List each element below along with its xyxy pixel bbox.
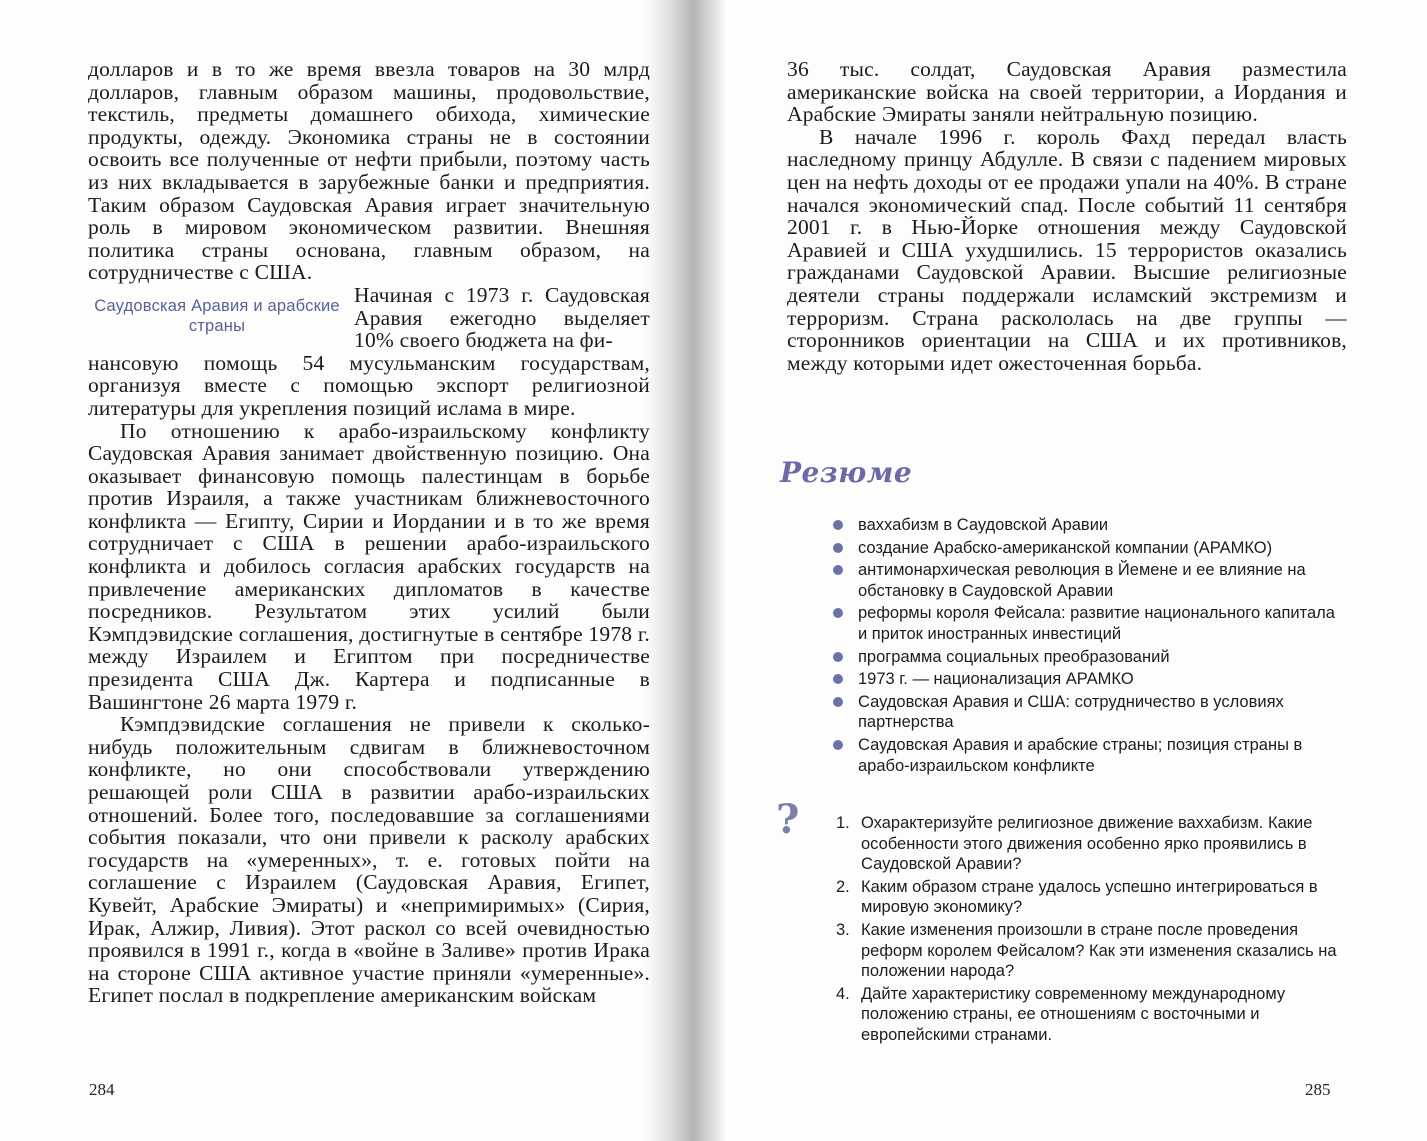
bullet-icon	[833, 674, 843, 684]
sidehead: Саудовская Аравия и арабские страны	[94, 296, 340, 335]
bullet-icon	[833, 740, 843, 750]
resume-item-text: антимонархическая революция в Йемене и ее влияние на обстановку в Саудовской Аравии	[858, 561, 1306, 600]
question-item	[836, 813, 1341, 875]
paragraph: По отношению к арабо-израильскому конфликту Саудовская Аравия занимает двойственную позицию. Она оказывает финансовую помощь палестинцам в борьбе против Израиля, а также участникам ближневосточного конфликта — Египту, Сирии и Иордании и в то же время сотрудничает с США в решении арабо-израильского конфликта и добилось согласия арабских государств на привлечение американских дипломатов в качестве посредников. Результатом этих усилий были Кэмпдэвидские соглашения, достигнутые в сентябре 1978 г. между Израилем и Египтом при посредничестве президента США Дж. Картера и подписанные в Вашингтоне 26 марта 1979 г.	[88, 418, 650, 714]
paragraph: Кэмпдэвидские соглашения не привели к сколько-нибудь положительным сдвигам в ближневосточном конфликте, но они способствовали утверждению решающей роли США в развитии арабо-израильских отношений. Более того, последовавшие за соглашениями события показали, что они привели к расколу арабских государств на «умеренных», т. е. готовых пойти на соглашение с Израилем (Саудовская Аравия, Египет, Кувейт, Арабские Эмираты) и «непримиримых» (Сирия, Ирак, Алжир, Ливия). Этот раскол со всей очевидностью проявился в 1991 г., когда в «войне в Заливе» против Ирака на стороне США активное участие приняли «умеренные». Египет послал в подкрепление американским войскам	[88, 712, 650, 1008]
sidehead-paragraph: Начиная с 1973 г. Саудовская Аравия ежегодно выделяет 10% своего бюджета на фи-	[354, 282, 650, 353]
question-text: Какие изменения произошли в стране после проведения реформ королем Фейсалом? Как эти изменения сказались на положении народа?	[861, 920, 1337, 981]
bullet-icon	[833, 543, 843, 553]
resume-item	[833, 603, 1343, 644]
question-item	[836, 984, 1341, 1046]
paragraph: В начале 1996 г. король Фахд передал власть наследному принцу Абдулле. В связи с падением мировых цен на нефть доходы от ее продажи упали на 40%. В стране начался экономический спад. После событий 11 сентября 2001 г. в Нью-Йорке отношения между Саудовской Аравией и США ухудшились. 15 террористов оказались гражданами Саудовской Аравии. Высшие религиозные деятели страны поддержали исламский экстремизм и терроризм. Страна раскололась на две группы — сторонников ориентации на США и их противников, между которыми идет ожесточенная борьба.	[787, 124, 1347, 375]
resume-item	[833, 692, 1343, 733]
resume-item-text: Саудовская Аравия и арабские страны; позиция страны в арабо-израильском конфликте	[858, 735, 1303, 775]
resume-item	[833, 538, 1343, 559]
resume-list	[833, 515, 1343, 778]
paragraph: долларов и в то же время ввезла товаров на 30 млрд долларов, главным образом машины, продовольствие, текстиль, предметы домашнего обихода, химические продукты, одежду. Экономика страны не в состоянии освоить все полученные от нефти прибыли, поэтому часть из них вкладывается в зарубежные банки и предприятия. Таким образом Саудовская Аравия играет значительную роль в мировом экономическом развитии. Внешняя политика страны основана, главным образом, на сотрудничестве с США.	[88, 57, 650, 285]
resume-item	[833, 669, 1343, 690]
question-number: 3.	[836, 920, 850, 939]
resume-item	[833, 735, 1343, 776]
bullet-icon	[833, 565, 843, 575]
bullet-icon	[833, 697, 843, 707]
question-item	[836, 920, 1341, 982]
question-mark-icon: ?	[776, 796, 800, 843]
paragraph: 36 тыс. солдат, Саудовская Аравия разместила американские войска на своей территории, а Иордания и Арабские Эмираты заняли нейтральную позицию.	[787, 57, 1347, 127]
bullet-icon	[833, 652, 843, 662]
resume-item-text: ваххабизм в Саудовской Аравии	[858, 516, 1109, 534]
resume-item	[833, 647, 1343, 668]
sidehead-block	[88, 284, 650, 352]
book-gutter	[645, 0, 725, 1141]
question-text: Дайте характеристику современному международному положению страны, ее отношениям с восточными и европейскими странами.	[861, 984, 1286, 1044]
resume-item-text: 1973 г. — национализация АРАМКО	[858, 670, 1134, 689]
resume-item-text: программа социальных преобразований	[858, 647, 1170, 666]
right-page-text	[787, 58, 1347, 374]
resume-item-text: реформы короля Фейсала: развитие национального капитала и приток иностранных инвестиций	[858, 604, 1335, 643]
question-text: Каким образом стране удалось успешно интегрироваться в мировую экономику?	[861, 877, 1318, 917]
question-item	[836, 877, 1341, 918]
paragraph-continuation: нансовую помощь 54 мусульманским государствам, организуя вместе с помощью экспорт религиозной литературы для укрепления позиций ислама в мире.	[88, 350, 650, 420]
resume-item-text: Саудовская Аравия и США: сотрудничество в условиях партнерства	[858, 692, 1284, 732]
resume-item	[833, 560, 1343, 601]
review-questions	[836, 813, 1341, 1048]
resume-item	[833, 515, 1343, 536]
question-number: 4.	[836, 984, 850, 1003]
question-number: 1.	[836, 814, 850, 832]
question-number: 2.	[836, 877, 850, 896]
left-page-text	[88, 58, 650, 1007]
bullet-icon	[833, 608, 843, 618]
resume-item-text: создание Арабско-американской компании (АРАМКО)	[858, 538, 1273, 557]
page-number-left: 284	[89, 1080, 115, 1099]
page-number-right: 285	[1305, 1080, 1331, 1099]
question-text: Охарактеризуйте религиозное движение ваххабизм. Какие особенности этого движения особенно ярко проявились в Саудовской Аравии?	[861, 814, 1313, 874]
resume-heading: Резюме	[780, 456, 913, 489]
bullet-icon	[833, 520, 843, 530]
